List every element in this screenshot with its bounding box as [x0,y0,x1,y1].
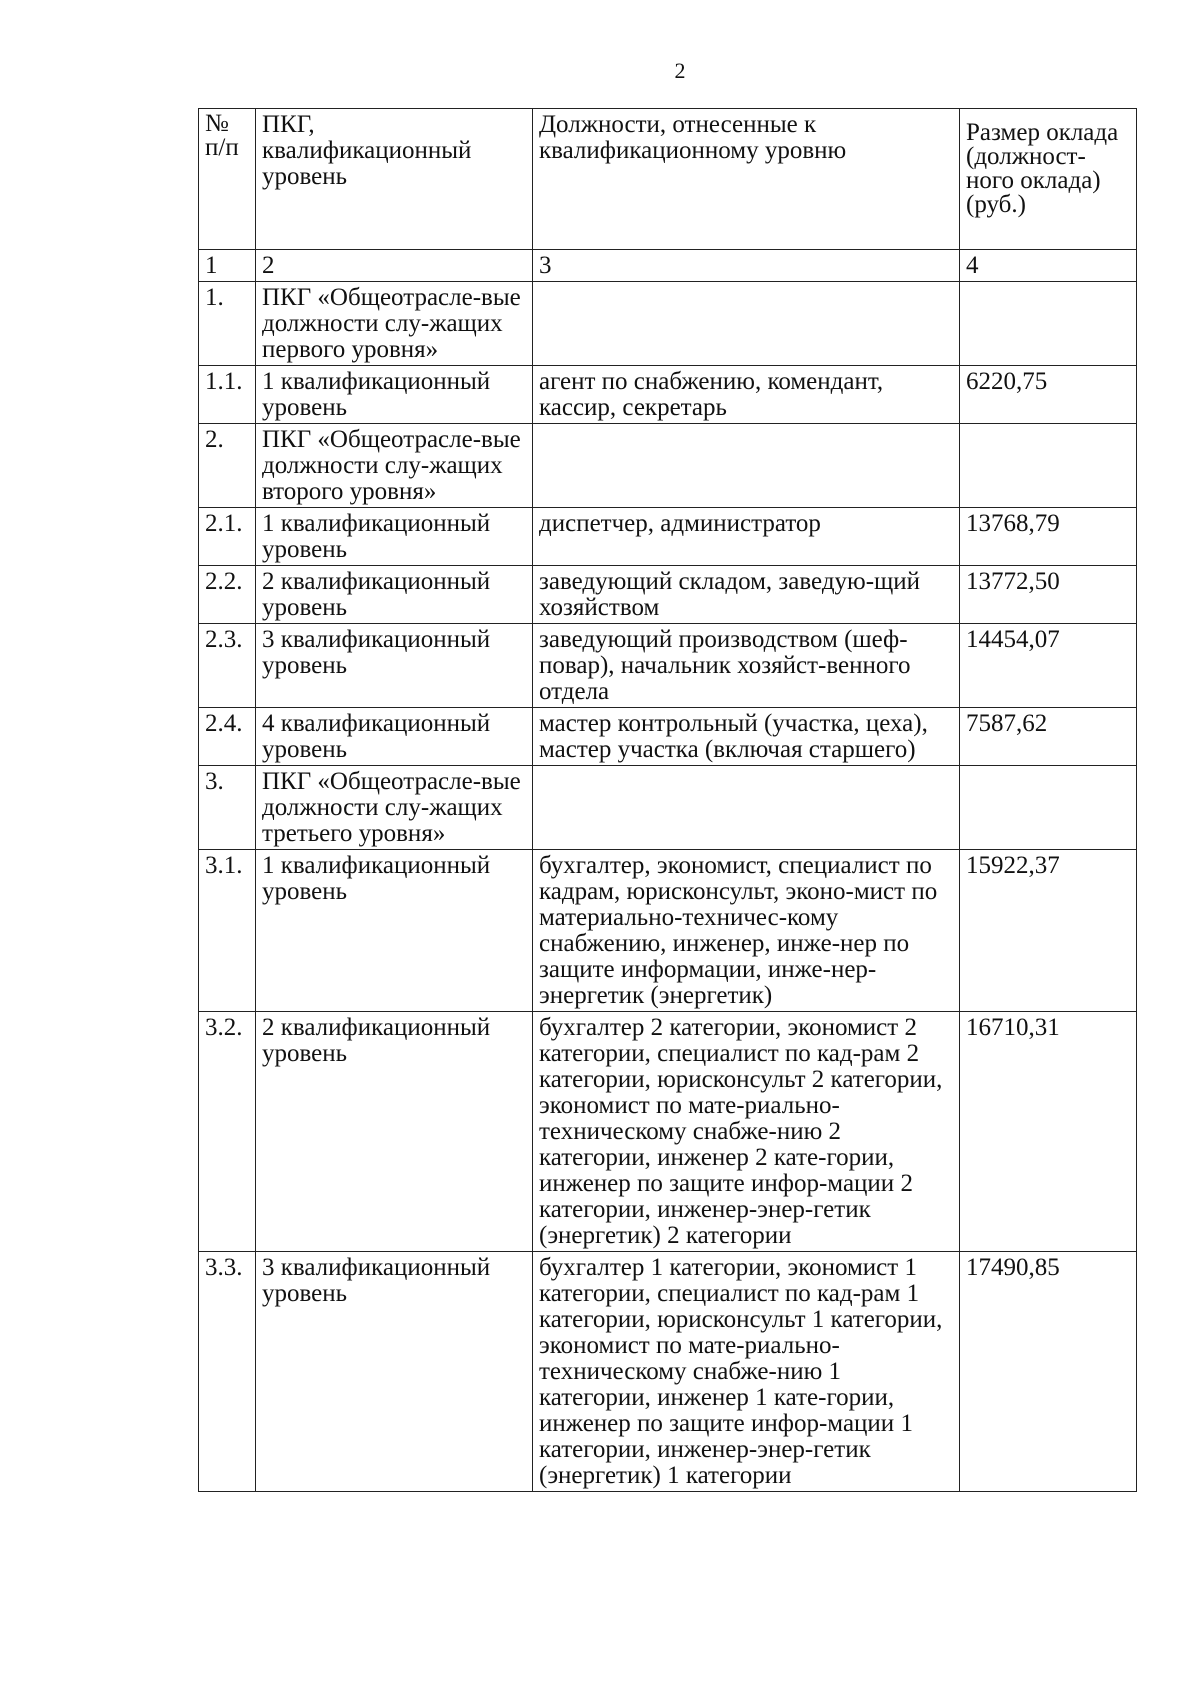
row-positions [533,424,960,508]
row-salary: 15922,37 [960,850,1137,1012]
table-row [199,424,1137,508]
row-level: 1 квалификационный уровень [256,508,533,566]
row-number: 2.3. [199,624,256,708]
page-number: 2 [674,58,686,83]
row-positions: мастер контрольный (участка, цеха), мастер участка (включая старшего) [533,708,960,766]
column-index: 4 [960,250,1137,282]
column-index: 3 [533,250,960,282]
row-salary: 6220,75 [960,366,1137,424]
table-row [199,766,1137,850]
row-salary: 13768,79 [960,508,1137,566]
header-number: № п/п [199,109,256,250]
row-salary [960,282,1137,366]
table-row [199,508,1137,566]
header-row [199,109,1137,250]
row-salary: 13772,50 [960,566,1137,624]
salary-table [198,108,1137,1492]
row-positions: диспетчер, администратор [533,508,960,566]
header-positions: Должности, отнесенные к квалификационному уровню [533,109,960,250]
row-level: ПКГ «Общеотрасле-вые должности слу-жащих первого уровня» [256,282,533,366]
column-index-row [199,250,1137,282]
row-level: 1 квалификационный уровень [256,850,533,1012]
row-level: 2 квалификационный уровень [256,1012,533,1252]
row-positions: бухгалтер 1 категории, экономист 1 категории, специалист по кад-рам 1 категории, юрисконсульт 1 категории, экономист по мате-риально-техническому снабже-нию 1 категории, инженер 1 кате-гории, инженер по защите инфор-мации 1 категории, инженер-энер-гетик (энергетик) 1 категории [533,1252,960,1492]
row-level: 3 квалификационный уровень [256,1252,533,1492]
table-row [199,850,1137,1012]
header-salary: Размер оклада (должност-ного оклада) (руб.) [960,109,1137,250]
row-positions: заведующий складом, заведую-щий хозяйством [533,566,960,624]
column-index: 2 [256,250,533,282]
row-number: 1.1. [199,366,256,424]
table-row [199,366,1137,424]
row-salary: 16710,31 [960,1012,1137,1252]
row-level: 4 квалификационный уровень [256,708,533,766]
row-salary: 14454,07 [960,624,1137,708]
row-number: 3. [199,766,256,850]
row-positions [533,282,960,366]
table-row [199,708,1137,766]
row-salary: 17490,85 [960,1252,1137,1492]
row-number: 2. [199,424,256,508]
row-salary [960,766,1137,850]
row-level: 3 квалификационный уровень [256,624,533,708]
row-number: 1. [199,282,256,366]
row-positions [533,766,960,850]
table-row [199,1252,1137,1492]
column-index: 1 [199,250,256,282]
table-row [199,566,1137,624]
row-level: ПКГ «Общеотрасле-вые должности слу-жащих третьего уровня» [256,766,533,850]
row-number: 2.4. [199,708,256,766]
row-positions: агент по снабжению, комендант, кассир, секретарь [533,366,960,424]
row-positions: бухгалтер, экономист, специалист по кадрам, юрисконсульт, эконо-мист по материально-техничес-кому снабжению, инженер, инже-нер по защите информации, инже-нер-энергетик (энергетик) [533,850,960,1012]
table-row [199,282,1137,366]
row-number: 3.2. [199,1012,256,1252]
table-row [199,624,1137,708]
row-positions: заведующий производством (шеф-повар), начальник хозяйст-венного отдела [533,624,960,708]
row-level: ПКГ «Общеотрасле-вые должности слу-жащих второго уровня» [256,424,533,508]
row-level: 2 квалификационный уровень [256,566,533,624]
row-level: 1 квалификационный уровень [256,366,533,424]
table-row [199,1012,1137,1252]
row-positions: бухгалтер 2 категории, экономист 2 категории, специалист по кад-рам 2 категории, юрисконсульт 2 категории, экономист по мате-риально-техническому снабже-нию 2 категории, инженер 2 кате-гории, инженер по защите инфор-мации 2 категории, инженер-энер-гетик (энергетик) 2 категории [533,1012,960,1252]
row-salary: 7587,62 [960,708,1137,766]
row-number: 2.1. [199,508,256,566]
header-level: ПКГ, квалификационный уровень [256,109,533,250]
row-number: 3.1. [199,850,256,1012]
row-number: 2.2. [199,566,256,624]
row-salary [960,424,1137,508]
row-number: 3.3. [199,1252,256,1492]
